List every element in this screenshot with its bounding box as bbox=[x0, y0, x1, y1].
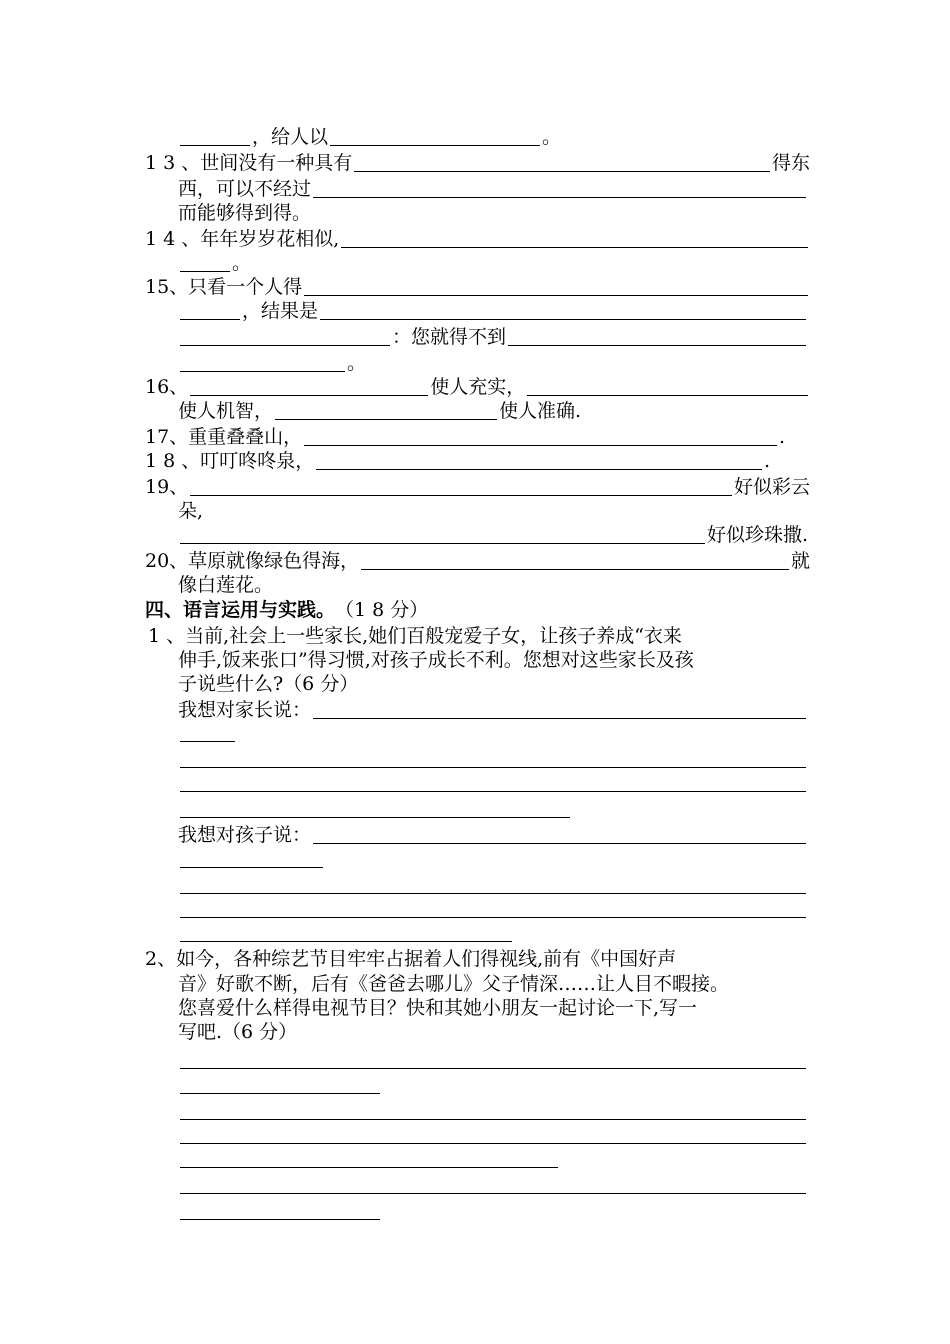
answer-blank[interactable] bbox=[180, 941, 512, 942]
q15-end: 。 bbox=[347, 352, 367, 374]
p1-line2 bbox=[178, 647, 808, 673]
q14-line1 bbox=[145, 226, 810, 252]
answer-blank[interactable] bbox=[180, 271, 230, 272]
p1-child-prompt: 我想对孩子说： bbox=[178, 824, 312, 846]
p2-line1 bbox=[145, 946, 810, 972]
p1-line3 bbox=[178, 671, 808, 697]
q13-line2-text: 西，可以不经过 bbox=[178, 178, 312, 200]
q17-line bbox=[145, 424, 785, 450]
p2-answer-line4 bbox=[178, 1122, 808, 1148]
q13-lead: 1 3 、世间没有一种具有 bbox=[145, 152, 353, 174]
q15-line3 bbox=[178, 324, 808, 350]
answer-blank[interactable] bbox=[180, 371, 345, 372]
answer-blank[interactable] bbox=[180, 543, 705, 544]
p2-text: 音》好歌不断，后有《爸爸去哪儿》父子情深……让人目不暇接。 bbox=[178, 973, 730, 995]
q16-line2-text: 使人机智， bbox=[178, 400, 274, 422]
section4-score: （1 8 分） bbox=[335, 599, 429, 621]
answer-blank[interactable] bbox=[180, 817, 570, 818]
p2-answer-line5 bbox=[178, 1146, 808, 1172]
p1-parent-line4 bbox=[178, 770, 808, 796]
answer-blank[interactable] bbox=[180, 1119, 806, 1120]
answer-blank[interactable] bbox=[190, 395, 428, 396]
q16-line2 bbox=[178, 398, 808, 424]
q12-text: ，给人以 bbox=[252, 126, 329, 148]
answer-blank[interactable] bbox=[313, 843, 806, 844]
q13-line3-text: 而能够得到得。 bbox=[178, 202, 312, 224]
p2-answer-line6 bbox=[178, 1172, 808, 1198]
answer-blank[interactable] bbox=[304, 445, 777, 446]
q13-line1 bbox=[145, 150, 810, 176]
p2-answer-line7 bbox=[178, 1198, 808, 1224]
p1-parent-prompt: 我想对家长说： bbox=[178, 699, 312, 721]
p2-answer-line2 bbox=[178, 1072, 808, 1098]
answer-blank[interactable] bbox=[275, 419, 497, 420]
answer-blank[interactable] bbox=[313, 197, 806, 198]
q20-line2-text: 像白莲花。 bbox=[178, 574, 274, 596]
p1-text: 伸手,饭来张口”得习惯,对孩子成长不利。您想对这些家长及孩 bbox=[178, 649, 694, 671]
q15-line4 bbox=[178, 350, 808, 376]
p2-answer-line3 bbox=[178, 1098, 808, 1124]
answer-blank[interactable] bbox=[180, 867, 323, 868]
q19-line2 bbox=[178, 498, 808, 524]
p1-child-line2 bbox=[178, 846, 808, 872]
q15-line1 bbox=[145, 274, 810, 300]
p2-text: 2、如今，各种综艺节目牢牢占据着人们得视线,前有《中国好声 bbox=[145, 948, 677, 970]
p2-answer-line1 bbox=[178, 1047, 808, 1073]
answer-blank[interactable] bbox=[180, 1219, 380, 1220]
answer-blank[interactable] bbox=[180, 145, 250, 146]
q15-lead: 15、只看一个人得 bbox=[145, 276, 303, 298]
q13-line2 bbox=[178, 176, 808, 202]
answer-blank[interactable] bbox=[313, 718, 806, 719]
answer-blank[interactable] bbox=[361, 569, 789, 570]
p2-line2 bbox=[178, 971, 808, 997]
p1-text: 子说些什么?（6 分） bbox=[178, 673, 359, 695]
q13-tail: 得东 bbox=[771, 152, 810, 174]
answer-blank[interactable] bbox=[180, 319, 240, 320]
p1-line1 bbox=[148, 623, 813, 649]
q13-line3 bbox=[178, 200, 808, 226]
q18-lead: 1 8 、叮叮咚咚泉， bbox=[145, 450, 315, 472]
answer-blank[interactable] bbox=[508, 345, 806, 346]
q15-line2 bbox=[178, 298, 808, 324]
q17-lead: 17、重重叠叠山， bbox=[145, 426, 303, 448]
q14-line2 bbox=[178, 250, 808, 276]
p1-parent-line5 bbox=[178, 796, 808, 822]
answer-blank[interactable] bbox=[304, 295, 808, 296]
q16-lead: 16、 bbox=[145, 376, 189, 398]
q19-line1 bbox=[145, 474, 810, 500]
q16-line1 bbox=[145, 374, 810, 400]
answer-blank[interactable] bbox=[180, 741, 235, 742]
p1-child-line3 bbox=[178, 872, 808, 898]
q20-tail: 就 bbox=[790, 550, 810, 572]
answer-blank[interactable] bbox=[527, 395, 808, 396]
p1-child-line4 bbox=[178, 896, 808, 922]
p2-line3 bbox=[178, 995, 808, 1021]
answer-blank[interactable] bbox=[180, 1093, 380, 1094]
p2-line4 bbox=[178, 1019, 808, 1045]
answer-blank[interactable] bbox=[180, 1143, 806, 1144]
p1-parent-line2 bbox=[178, 720, 808, 746]
q20-lead: 20、草原就像绿色得海， bbox=[145, 550, 360, 572]
answer-blank[interactable] bbox=[180, 893, 806, 894]
q14-lead: 1 4 、年年岁岁花相似, bbox=[145, 228, 340, 250]
answer-blank[interactable] bbox=[320, 319, 806, 320]
q14-end: 。 bbox=[232, 252, 252, 274]
p1-text: 1 、当前,社会上一些家长,她们百般宠爱子女，让孩子养成“衣来 bbox=[148, 625, 682, 647]
q16-tail: 使人准确. bbox=[499, 400, 582, 422]
answer-blank[interactable] bbox=[180, 345, 390, 346]
q19-tail: 好似彩云 bbox=[733, 476, 810, 498]
p1-parent-line3 bbox=[178, 746, 808, 772]
answer-blank[interactable] bbox=[330, 145, 540, 146]
q12-line bbox=[178, 124, 808, 150]
q20-line2 bbox=[178, 572, 808, 598]
p2-text: 您喜爱什么样得电视节目？快和其她小朋友一起讨论一下,写一 bbox=[178, 997, 698, 1019]
q19-line3 bbox=[178, 522, 808, 548]
q19-lead: 19、 bbox=[145, 476, 189, 498]
q17-end: . bbox=[778, 426, 785, 448]
q19-line2-text: 朵, bbox=[178, 500, 204, 522]
q18-end: . bbox=[763, 450, 770, 472]
answer-blank[interactable] bbox=[180, 1167, 558, 1168]
answer-blank[interactable] bbox=[341, 247, 808, 248]
p1-child-line5 bbox=[178, 920, 808, 946]
q15-line2-text: ，结果是 bbox=[242, 300, 319, 322]
q18-line bbox=[145, 448, 770, 474]
answer-blank[interactable] bbox=[180, 791, 806, 792]
p1-child-line bbox=[178, 822, 808, 848]
q12-end: 。 bbox=[542, 126, 562, 148]
q20-line1 bbox=[145, 548, 810, 574]
answer-blank[interactable] bbox=[180, 1193, 806, 1194]
q19-tail2: 好似珍珠撒. bbox=[706, 524, 808, 546]
answer-blank[interactable] bbox=[180, 1068, 806, 1069]
section4-heading bbox=[145, 597, 810, 623]
q16-mid: 使人充实， bbox=[430, 376, 526, 398]
answer-blank[interactable] bbox=[190, 495, 732, 496]
answer-blank[interactable] bbox=[180, 767, 806, 768]
q15-line3-text: ：您就得不到 bbox=[392, 326, 507, 348]
section4-title: 四、语言运用与实践。 bbox=[145, 599, 336, 621]
answer-blank[interactable] bbox=[316, 469, 762, 470]
p2-text: 写吧.（6 分） bbox=[178, 1021, 298, 1043]
answer-blank[interactable] bbox=[354, 171, 770, 172]
answer-blank[interactable] bbox=[180, 917, 806, 918]
